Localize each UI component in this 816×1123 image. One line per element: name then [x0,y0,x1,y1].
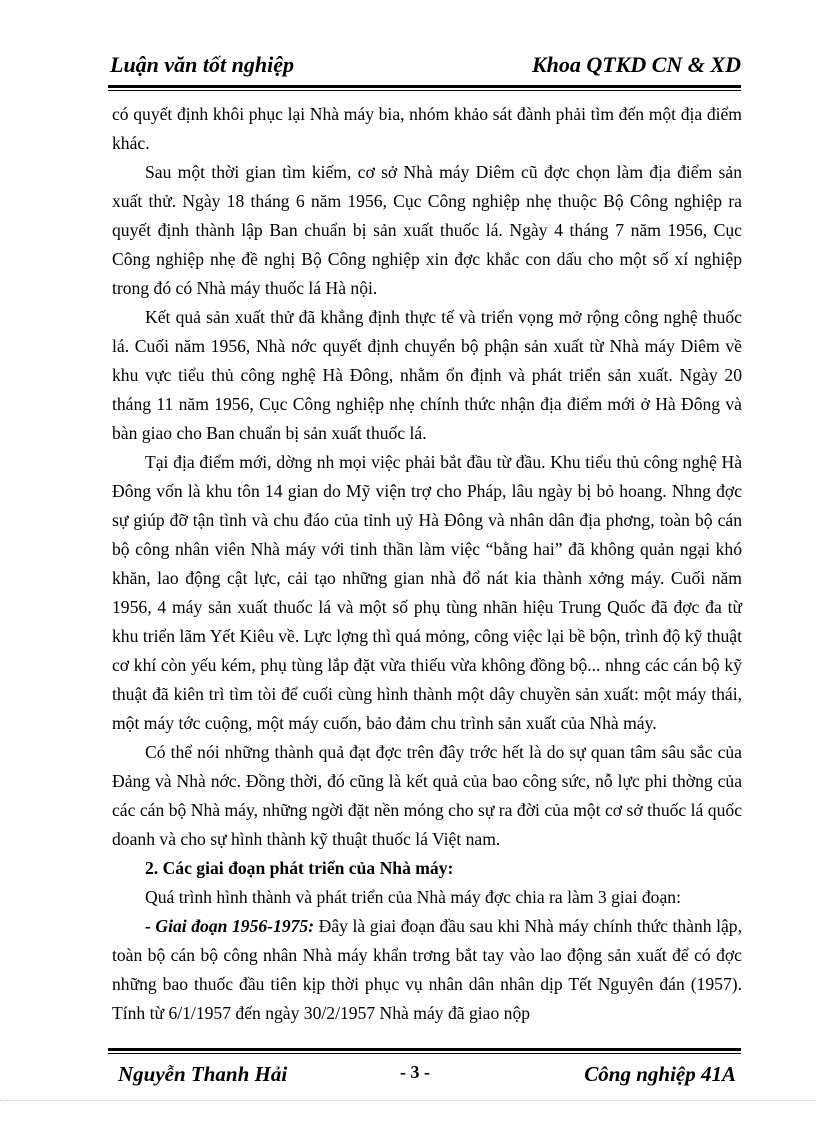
paragraph-7 [112,912,742,1028]
header-rule-thick [108,85,741,88]
period-text: Đây là giai đoạn đầu sau khi Nhà máy chính thức thành lập, toàn bộ cán bộ công nhân Nhà máy khẩn trơng bắt tay vào lao động sản xuất để có đợc những bao thuốc đầu tiên kịp thời phục vụ nhân dân nhân dịp Tết Nguyên đán (1957). Tính từ 6/1/1957 đến ngày 30/2/1957 Nhà máy đã giao nộp [112,916,742,1023]
page-header [110,52,741,82]
page-footer [118,1062,736,1092]
paragraph-6: Quá trình hình thành và phát triển của Nhà máy đợc chia ra làm 3 giai đoạn: [145,887,681,907]
paragraph-5: Có thể nói những thành quả đạt đợc trên đây trớc hết là do sự quan tâm sâu sắc của Đảng và Nhà nớc. Đồng thời, đó cũng là kết quả của bao công sức, nỗ lực phi thờng của các cán bộ Nhà máy, những ngời đặt nền móng cho sự ra đời của một cơ sở thuốc lá quốc doanh và cho sự hình thành kỹ thuật thuốc lá Việt nam. [112,742,742,849]
paragraph-4: Tại địa điểm mới, dờng nh mọi việc phải bắt đầu từ đầu. Khu tiểu thủ công nghệ Hà Đông vốn là khu tôn 14 gian do Mỹ viện trợ cho Pháp, lâu ngày bị bỏ hoang. Nhng đợc sự giúp đỡ tận tình và chu đáo của tỉnh uỷ Hà Đông và nhân dân địa phơng, toàn bộ cán bộ công nhân viên Nhà máy với tinh thần làm việc “bằng hai” đã không quản ngại khó khăn, lao động cật lực, cải tạo những gian nhà đổ nát kia thành xởng máy. Cuối năm 1956, 4 máy sản xuất thuốc lá và một số phụ tùng nhãn hiệu Trung Quốc đã đợc đa từ khu triển lãm Yết Kiêu về. Lực lợng thì quá mỏng, công việc lại bề bộn, trình độ kỹ thuật cơ khí còn yếu kém, phụ tùng lắp đặt vừa thiếu vừa không đồng bộ... nhng các cán bộ kỹ thuật đã kiên trì tìm tòi để cuối cùng hình thành một dây chuyền sản xuất: một máy thái, một máy tớc cuộng, một máy cuốn, bảo đảm chu trình sản xuất của Nhà máy. [112,452,742,733]
paragraph-3: Kết quả sản xuất thử đã khẳng định thực tế và triển vọng mở rộng công nghệ thuốc lá. Cuối năm 1956, Nhà nớc quyết định chuyển bộ phận sản xuất từ Nhà máy Diêm về khu vực tiểu thủ công nghệ Hà Đông, nhằm ổn định và phát triển sản xuất. Ngày 20 tháng 11 năm 1956, Cục Công nghiệp nhẹ chính thức nhận địa điểm mới ở Hà Đông và bàn giao cho Ban chuẩn bị sản xuất thuốc lá. [112,307,742,443]
header-faculty: Khoa QTKD CN & XD [531,52,741,77]
section-heading: 2. Các giai đoạn phát triển của Nhà máy: [145,858,454,878]
header-thesis-title: Luận văn tốt nghiệp [110,52,294,77]
footer-author: Nguyễn Thanh Hải [118,1062,288,1086]
paragraph-1: có quyết định khôi phục lại Nhà máy bia, nhóm khảo sát đành phải tìm đến một địa điểm khác. [112,104,742,153]
body-text [112,100,742,1028]
footer-rule-thin [108,1053,741,1054]
footer-class: Công nghiệp 41A [584,1062,736,1086]
header-rule-thin [108,90,741,91]
paragraph-2: Sau một thời gian tìm kiếm, cơ sở Nhà máy Diêm cũ đợc chọn làm địa điểm sản xuất thử. Ngày 18 tháng 6 năm 1956, Cục Công nghiệp nhẹ thuộc Bộ Công nghiệp ra quyết định thành lập Ban chuẩn bị sản xuất thuốc lá. Ngày 4 tháng 7 năm 1956, Cục Công nghiệp nhẹ đề nghị Bộ Công nghiệp xin đợc khắc con dấu cho một số xí nghiệp trong đó có Nhà máy thuốc lá Hà nội. [112,162,742,298]
period-label: - Giai đoạn 1956-1975: [145,916,315,936]
page-number: - 3 - [400,1062,430,1082]
page-bottom-dotted-line [0,1100,816,1101]
footer-rule-thick [108,1048,741,1051]
